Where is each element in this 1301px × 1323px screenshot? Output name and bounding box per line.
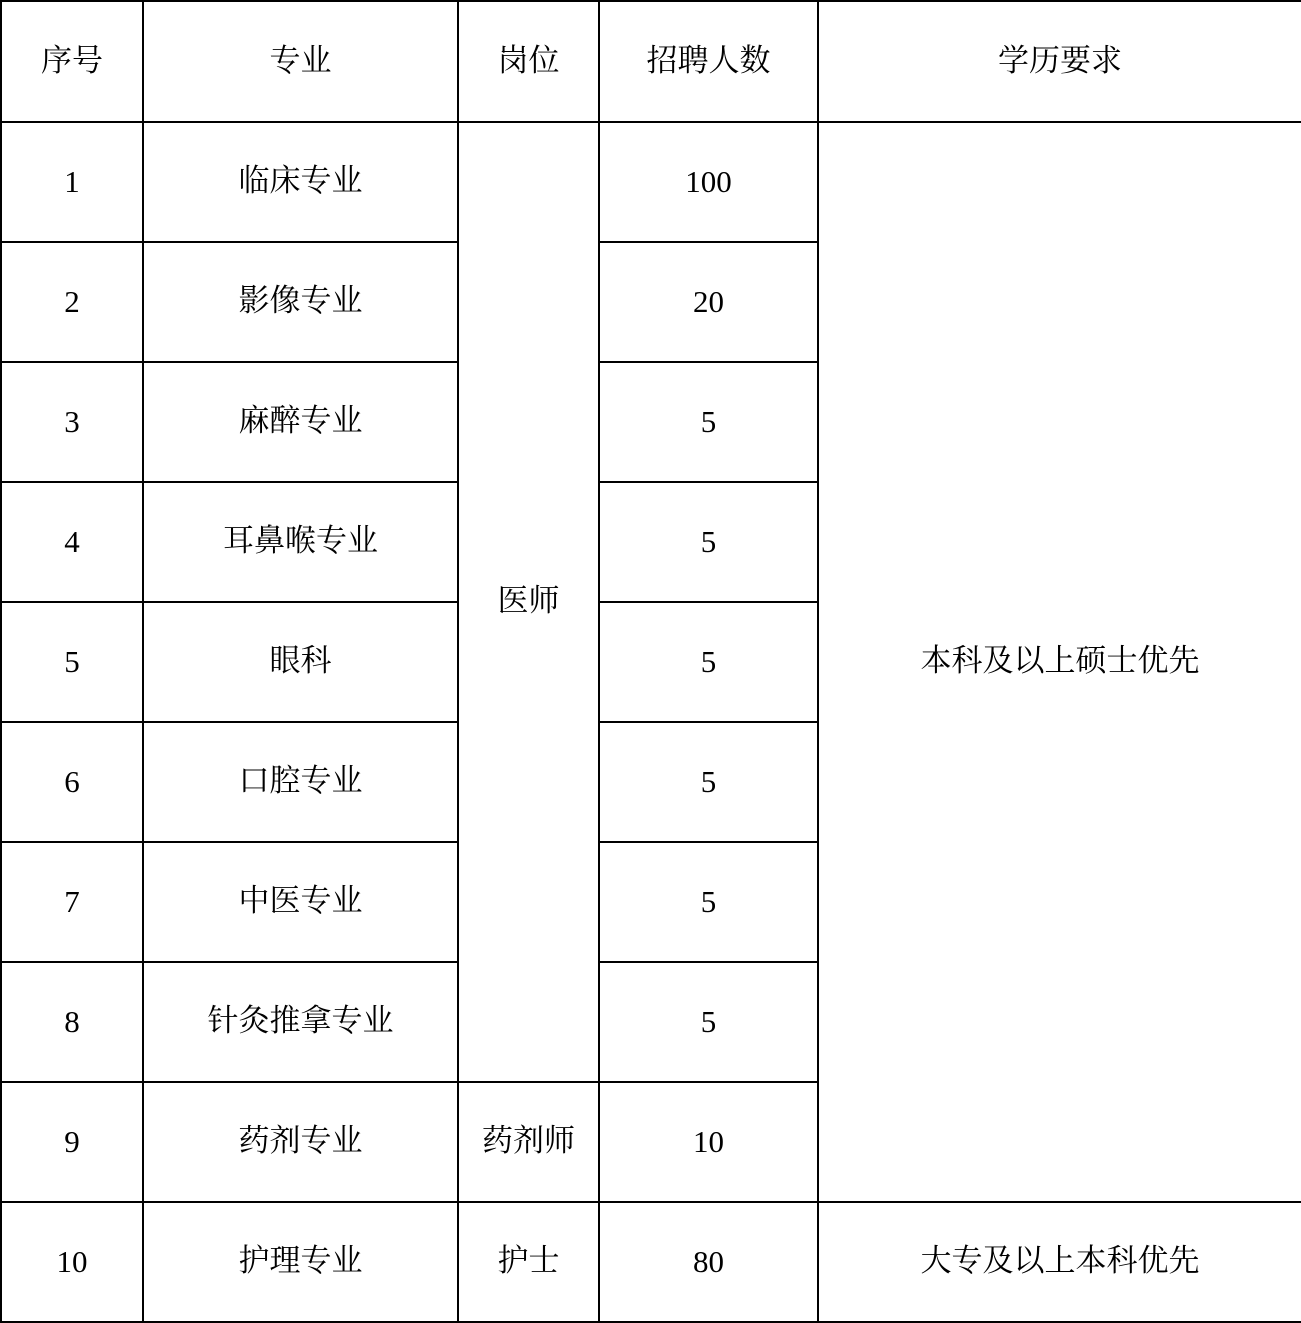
- row-index: 3: [1, 362, 143, 482]
- row-major: 临床专业: [143, 122, 458, 242]
- row-count: 5: [599, 842, 818, 962]
- row-index: 2: [1, 242, 143, 362]
- row-index: 4: [1, 482, 143, 602]
- row-index: 1: [1, 122, 143, 242]
- row-major: 针灸推拿专业: [143, 962, 458, 1082]
- position-pharmacist: 药剂师: [458, 1082, 599, 1202]
- row-major: 药剂专业: [143, 1082, 458, 1202]
- row-count: 20: [599, 242, 818, 362]
- row-index: 5: [1, 602, 143, 722]
- table-row: [1, 1202, 1301, 1322]
- header-index: 序号: [1, 1, 143, 122]
- row-count: 5: [599, 482, 818, 602]
- row-count: 100: [599, 122, 818, 242]
- row-index: 10: [1, 1202, 143, 1322]
- row-major: 护理专业: [143, 1202, 458, 1322]
- row-count: 5: [599, 602, 818, 722]
- row-index: 7: [1, 842, 143, 962]
- row-count: 5: [599, 962, 818, 1082]
- row-count: 5: [599, 362, 818, 482]
- table-row: [1, 122, 1301, 242]
- row-major: 中医专业: [143, 842, 458, 962]
- position-nurse: 护士: [458, 1202, 599, 1322]
- header-major: 专业: [143, 1, 458, 122]
- header-position: 岗位: [458, 1, 599, 122]
- row-count: 80: [599, 1202, 818, 1322]
- position-doctor: 医师: [458, 122, 599, 1082]
- header-education: 学历要求: [818, 1, 1301, 122]
- row-major: 口腔专业: [143, 722, 458, 842]
- row-index: 6: [1, 722, 143, 842]
- row-index: 8: [1, 962, 143, 1082]
- header-count: 招聘人数: [599, 1, 818, 122]
- row-major: 影像专业: [143, 242, 458, 362]
- row-major: 眼科: [143, 602, 458, 722]
- row-major: 耳鼻喉专业: [143, 482, 458, 602]
- table-header-row: [1, 1, 1301, 122]
- row-count: 10: [599, 1082, 818, 1202]
- row-major: 麻醉专业: [143, 362, 458, 482]
- row-count: 5: [599, 722, 818, 842]
- education-bachelor-group: 本科及以上硕士优先: [818, 122, 1301, 1202]
- row-index: 9: [1, 1082, 143, 1202]
- education-college: 大专及以上本科优先: [818, 1202, 1301, 1322]
